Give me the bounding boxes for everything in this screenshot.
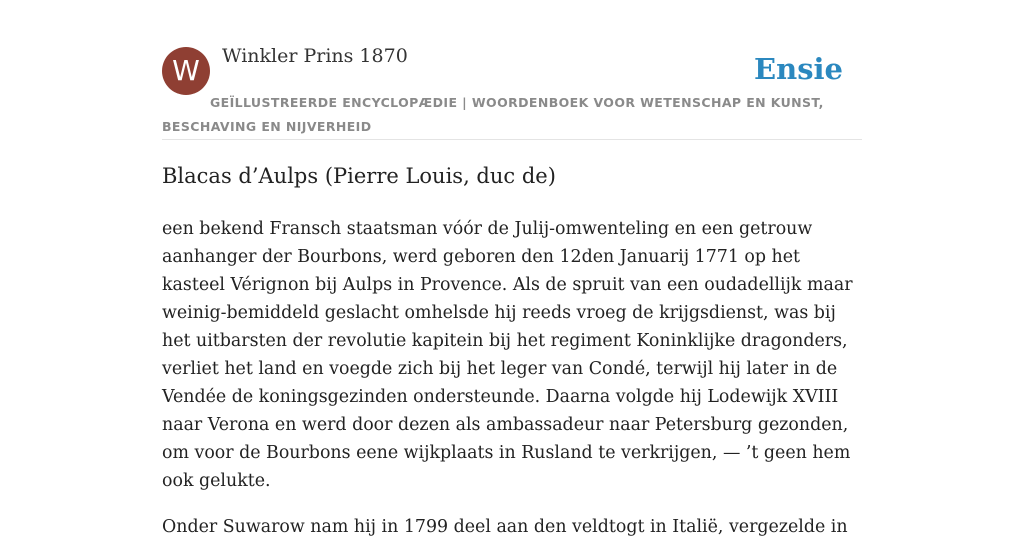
entry-body [162, 215, 864, 559]
entry-paragraph: Onder Suwarow nam hij in 1799 deel aan den veldtogt in Italië, vergezelde in [162, 517, 848, 537]
source-title[interactable]: Winkler Prins 1870 [222, 45, 408, 67]
entry-paragraph: een bekend Fransch staatsman vóór de Julij-omwenteling en een getrouw aanhanger der Bourbons, werd geboren den 12den Januarij 1771 op het kasteel Vérignon bij Aulps in Provence. Als de spruit van een oudadellijk maar weinig-bemiddeld geslacht omhelsde hij reeds vroeg de krijgsdienst, was bij het uitbarsten der revolutie kapitein bij het regiment Koninklijke dragonders, verliet het land en voegde zich bij het leger van Condé, terwijl hij later in de Vendée de koningsgezinden ondersteunde. Daarna volgde hij Lodewijk XVIII naar Verona en werd door dezen als ambassadeur naar Petersburg gezonden, om voor de Bourbons eene wijkplaats in Rusland te verkrijgen, — ’t geen hem ook gelukte. [162, 219, 853, 491]
entry-title: Blacas d’Aulps (Pierre Louis, duc de) [162, 164, 556, 188]
ensie-logo-link[interactable]: Ensie [754, 52, 843, 86]
source-avatar[interactable]: W [162, 47, 210, 95]
header-divider [162, 139, 862, 140]
source-subtitle: GEÏLLUSTREERDE ENCYCLOPÆDIE | WOORDENBOEK VOOR WETENSCHAP EN KUNST, BESCHAVING EN NIJVERHEID [162, 95, 824, 134]
